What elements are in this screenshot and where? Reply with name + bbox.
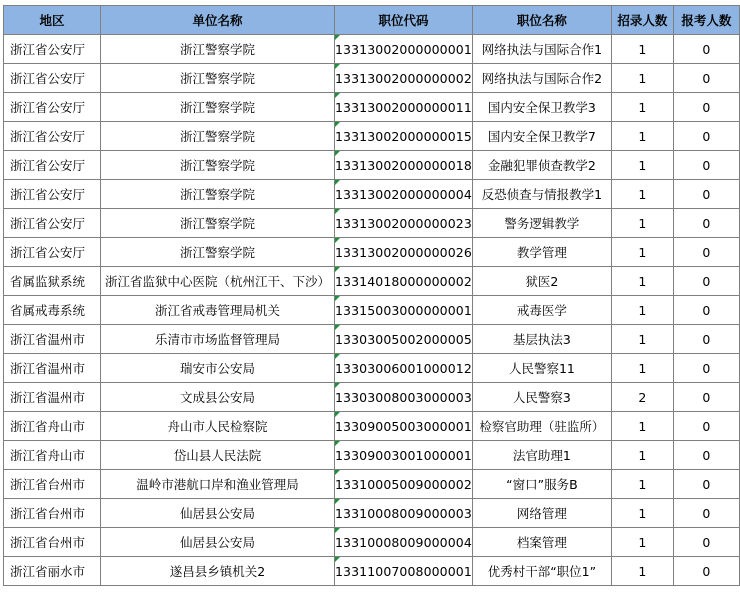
cell-region[interactable]: 浙江省舟山市 (4, 441, 101, 470)
cell-applicants[interactable]: 0 (673, 412, 739, 441)
cell-applicants[interactable]: 0 (673, 151, 739, 180)
cell-region[interactable]: 浙江省温州市 (4, 383, 101, 412)
cell-position-code[interactable]: 13313002000000002 (335, 64, 473, 93)
cell-region[interactable]: 浙江省舟山市 (4, 412, 101, 441)
cell-applicants[interactable]: 0 (673, 325, 739, 354)
cell-position-name[interactable]: 法官助理1 (472, 441, 611, 470)
header-region[interactable]: 地区 (4, 6, 101, 35)
cell-applicants[interactable]: 0 (673, 383, 739, 412)
spreadsheet (3, 5, 740, 586)
table-row (4, 441, 740, 470)
table-row (4, 470, 740, 499)
cell-region[interactable]: 省属监狱系统 (4, 267, 101, 296)
table-row (4, 180, 740, 209)
table-row (4, 499, 740, 528)
cell-quota[interactable]: 1 (611, 499, 673, 528)
cell-position-code[interactable]: 13310005009000002 (335, 470, 473, 499)
cell-applicants[interactable]: 0 (673, 441, 739, 470)
table-row (4, 209, 740, 238)
table-row (4, 93, 740, 122)
cell-region[interactable]: 浙江省公安厅 (4, 93, 101, 122)
cell-quota[interactable]: 1 (611, 209, 673, 238)
header-unit-name[interactable]: 单位名称 (101, 6, 335, 35)
cell-quota[interactable]: 1 (611, 441, 673, 470)
cell-applicants[interactable]: 0 (673, 122, 739, 151)
table-row (4, 238, 740, 267)
cell-unit-name[interactable]: 浙江警察学院 (101, 35, 335, 64)
cell-unit-name[interactable]: 遂昌县乡镇机关2 (101, 557, 335, 586)
cell-applicants[interactable]: 0 (673, 93, 739, 122)
cell-quota[interactable]: 1 (611, 122, 673, 151)
cell-position-code[interactable]: 13309003001000001 (335, 441, 473, 470)
header-position-name[interactable]: 职位名称 (472, 6, 611, 35)
cell-unit-name[interactable]: 浙江警察学院 (101, 238, 335, 267)
cell-position-name[interactable]: 基层执法3 (472, 325, 611, 354)
cell-unit-name[interactable]: 仙居县公安局 (101, 499, 335, 528)
cell-applicants[interactable]: 0 (673, 470, 739, 499)
cell-region[interactable]: 浙江省公安厅 (4, 151, 101, 180)
cell-quota[interactable]: 1 (611, 180, 673, 209)
cell-position-name[interactable]: 反恐侦查与情报教学1 (472, 180, 611, 209)
cell-quota[interactable]: 1 (611, 528, 673, 557)
cell-unit-name[interactable]: 瑞安市公安局 (101, 354, 335, 383)
cell-applicants[interactable]: 0 (673, 528, 739, 557)
cell-quota[interactable]: 2 (611, 383, 673, 412)
cell-position-name[interactable]: 检察官助理（驻监所） (472, 412, 611, 441)
cell-unit-name[interactable]: 浙江警察学院 (101, 151, 335, 180)
cell-region[interactable]: 浙江省公安厅 (4, 238, 101, 267)
cell-region[interactable]: 浙江省温州市 (4, 354, 101, 383)
cell-position-name[interactable]: 警务逻辑教学 (472, 209, 611, 238)
cell-quota[interactable]: 1 (611, 557, 673, 586)
cell-position-code[interactable]: 13313002000000018 (335, 151, 473, 180)
table-row (4, 412, 740, 441)
cell-unit-name[interactable]: 浙江省监狱中心医院（杭州江干、下沙） (101, 267, 335, 296)
cell-unit-name[interactable]: 浙江警察学院 (101, 64, 335, 93)
cell-region[interactable]: 浙江省台州市 (4, 528, 101, 557)
cell-unit-name[interactable]: 仙居县公安局 (101, 528, 335, 557)
table-row (4, 325, 740, 354)
cell-region[interactable]: 浙江省公安厅 (4, 209, 101, 238)
cell-position-name[interactable]: 档案管理 (472, 528, 611, 557)
cell-unit-name[interactable]: 浙江警察学院 (101, 209, 335, 238)
cell-quota[interactable]: 1 (611, 238, 673, 267)
table-row (4, 122, 740, 151)
cell-unit-name[interactable]: 乐清市市场监督管理局 (101, 325, 335, 354)
cell-position-code[interactable]: 13309005003000001 (335, 412, 473, 441)
cell-position-code[interactable]: 13313002000000015 (335, 122, 473, 151)
cell-position-code[interactable]: 13303008003000003 (335, 383, 473, 412)
cell-applicants[interactable]: 0 (673, 499, 739, 528)
header-position-code[interactable]: 职位代码 (335, 6, 473, 35)
table-row (4, 354, 740, 383)
table-row (4, 383, 740, 412)
cell-unit-name[interactable]: 浙江警察学院 (101, 93, 335, 122)
cell-position-name[interactable]: 戒毒医学 (472, 296, 611, 325)
cell-applicants[interactable]: 0 (673, 209, 739, 238)
cell-unit-name[interactable]: 浙江警察学院 (101, 180, 335, 209)
cell-position-name[interactable]: 网络执法与国际合作2 (472, 64, 611, 93)
cell-position-code[interactable]: 13303005002000005 (335, 325, 473, 354)
cell-position-name[interactable]: 网络执法与国际合作1 (472, 35, 611, 64)
cell-position-name[interactable]: 人民警察3 (472, 383, 611, 412)
cell-region[interactable]: 省属戒毒系统 (4, 296, 101, 325)
cell-position-name[interactable]: 金融犯罪侦查教学2 (472, 151, 611, 180)
cell-quota[interactable]: 1 (611, 64, 673, 93)
table-row (4, 528, 740, 557)
cell-applicants[interactable]: 0 (673, 238, 739, 267)
cell-position-name[interactable]: 教学管理 (472, 238, 611, 267)
table-row (4, 267, 740, 296)
cell-position-name[interactable]: 国内安全保卫教学7 (472, 122, 611, 151)
table-row (4, 557, 740, 586)
cell-region[interactable]: 浙江省公安厅 (4, 180, 101, 209)
cell-region[interactable]: 浙江省台州市 (4, 499, 101, 528)
cell-quota[interactable]: 1 (611, 267, 673, 296)
cell-position-code[interactable]: 13311007008000001 (335, 557, 473, 586)
cell-position-name[interactable]: 网络管理 (472, 499, 611, 528)
cell-region[interactable]: 浙江省丽水市 (4, 557, 101, 586)
cell-applicants[interactable]: 0 (673, 557, 739, 586)
cell-position-code[interactable]: 13310008009000003 (335, 499, 473, 528)
cell-position-name[interactable]: 优秀村干部“职位1” (472, 557, 611, 586)
cell-position-code[interactable]: 13313002000000001 (335, 35, 473, 64)
cell-quota[interactable]: 1 (611, 325, 673, 354)
table-row (4, 296, 740, 325)
cell-applicants[interactable]: 0 (673, 180, 739, 209)
cell-position-code[interactable]: 13313002000000011 (335, 93, 473, 122)
cell-position-name[interactable]: 狱医2 (472, 267, 611, 296)
cell-quota[interactable]: 1 (611, 296, 673, 325)
cell-unit-name[interactable]: 浙江省戒毒管理局机关 (101, 296, 335, 325)
cell-position-code[interactable]: 13313002000000026 (335, 238, 473, 267)
cell-unit-name[interactable]: 舟山市人民检察院 (101, 412, 335, 441)
cell-position-name[interactable]: 国内安全保卫教学3 (472, 93, 611, 122)
cell-position-name[interactable]: 人民警察11 (472, 354, 611, 383)
header-row (4, 6, 740, 35)
cell-position-code[interactable]: 13313002000000004 (335, 180, 473, 209)
cell-quota[interactable]: 1 (611, 412, 673, 441)
cell-applicants[interactable]: 0 (673, 64, 739, 93)
position-table (3, 5, 740, 586)
cell-quota[interactable]: 1 (611, 151, 673, 180)
cell-applicants[interactable]: 0 (673, 296, 739, 325)
cell-applicants[interactable]: 0 (673, 35, 739, 64)
cell-position-name[interactable]: “窗口”服务B (472, 470, 611, 499)
header-quota[interactable]: 招录人数 (611, 6, 673, 35)
cell-region[interactable]: 浙江省温州市 (4, 325, 101, 354)
cell-quota[interactable]: 1 (611, 35, 673, 64)
cell-position-code[interactable]: 13310008009000004 (335, 528, 473, 557)
cell-position-code[interactable]: 13313002000000023 (335, 209, 473, 238)
table-row (4, 64, 740, 93)
cell-unit-name[interactable]: 浙江警察学院 (101, 122, 335, 151)
cell-quota[interactable]: 1 (611, 93, 673, 122)
cell-position-code[interactable]: 13303006001000012 (335, 354, 473, 383)
cell-quota[interactable]: 1 (611, 354, 673, 383)
cell-applicants[interactable]: 0 (673, 354, 739, 383)
cell-quota[interactable]: 1 (611, 470, 673, 499)
cell-applicants[interactable]: 0 (673, 267, 739, 296)
cell-region[interactable]: 浙江省台州市 (4, 470, 101, 499)
header-applicants[interactable]: 报考人数 (673, 6, 739, 35)
table-row (4, 151, 740, 180)
cell-region[interactable]: 浙江省公安厅 (4, 64, 101, 93)
cell-region[interactable]: 浙江省公安厅 (4, 35, 101, 64)
cell-unit-name[interactable]: 岱山县人民法院 (101, 441, 335, 470)
table-row (4, 35, 740, 64)
cell-region[interactable]: 浙江省公安厅 (4, 122, 101, 151)
cell-position-code[interactable]: 13315003000000001 (335, 296, 473, 325)
cell-position-code[interactable]: 13314018000000002 (335, 267, 473, 296)
cell-unit-name[interactable]: 文成县公安局 (101, 383, 335, 412)
cell-unit-name[interactable]: 温岭市港航口岸和渔业管理局 (101, 470, 335, 499)
